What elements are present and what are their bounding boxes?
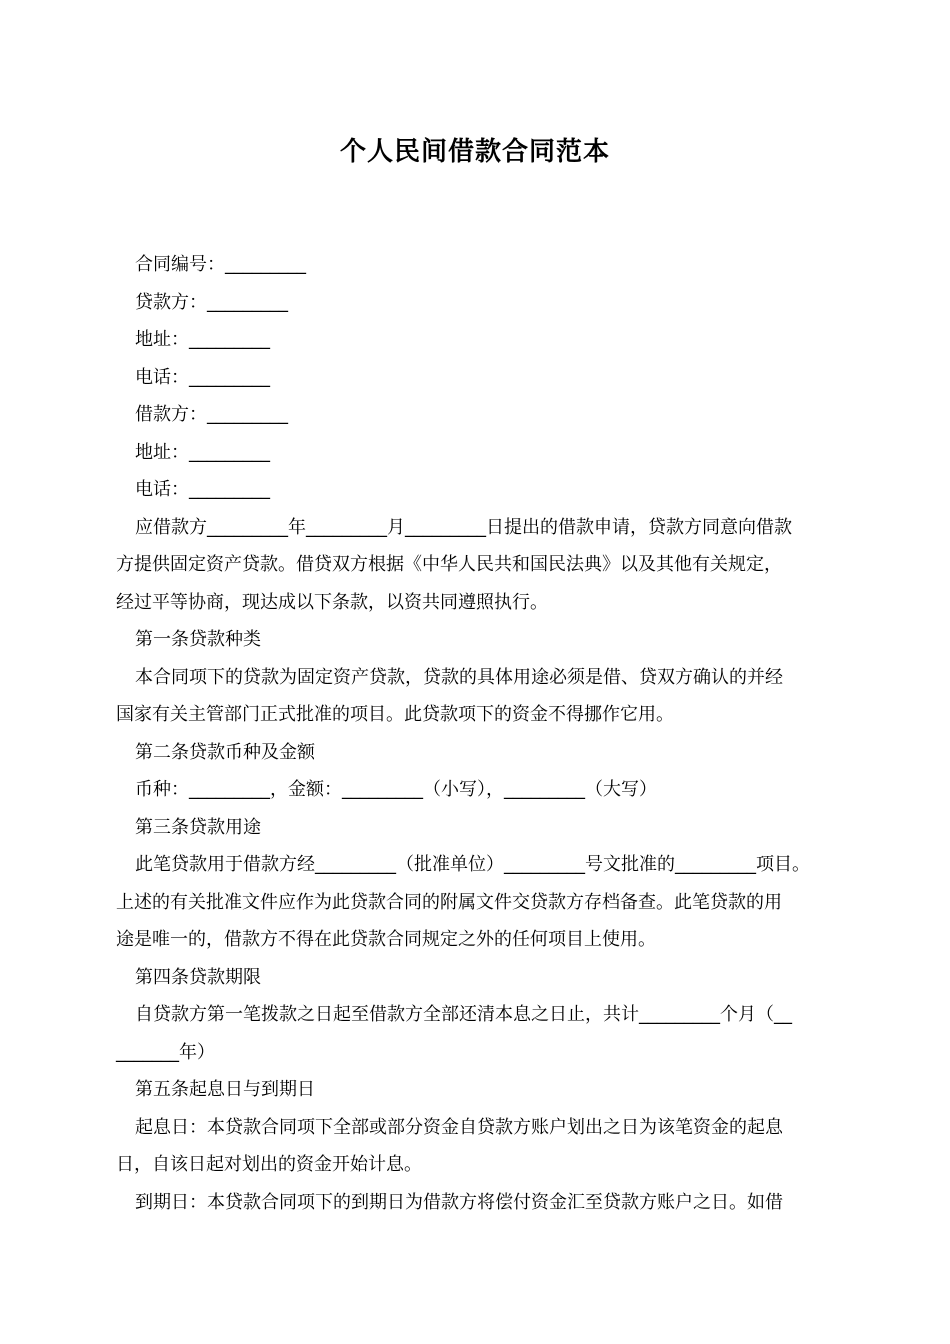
field-lender: 贷款方：_________ — [135, 291, 288, 313]
paragraph-line: 经过平等协商，现达成以下条款，以资共同遵照执行。 — [116, 591, 548, 613]
paragraph-line: _______年） — [116, 1041, 215, 1063]
paragraph-line: 上述的有关批准文件应作为此贷款合同的附属文件交贷款方存档备查。此笔贷款的用 — [116, 891, 782, 913]
document-title: 个人民间借款合同范本 — [339, 137, 610, 167]
paragraph-line: 日，自该日起对划出的资金开始计息。 — [116, 1154, 422, 1175]
paragraph-line: 币种：_________，金额：_________（小写），_________（大写） — [135, 779, 657, 800]
paragraph-line: 起息日：本贷款合同项下全部或部分资金自贷款方账户划出之日为该笔资金的起息 — [135, 1116, 783, 1138]
paragraph-line: 应借款方_________年_________月_________日提出的借款申请，贷款方同意向借款 — [135, 516, 792, 538]
field-lender-address: 地址：_________ — [135, 329, 270, 350]
section-heading: 第四条贷款期限 — [135, 966, 261, 988]
section-heading: 第一条贷款种类 — [135, 629, 261, 650]
paragraph-line: 途是唯一的，借款方不得在此贷款合同规定之外的任何项目上使用。 — [116, 929, 656, 950]
section-heading: 第三条贷款用途 — [135, 816, 261, 838]
field-lender-phone: 电话：_________ — [135, 366, 270, 388]
paragraph-line: 本合同项下的贷款为固定资产贷款，贷款的具体用途必须是借、贷双方确认的并经 — [135, 666, 783, 688]
field-borrower-address: 地址：_________ — [135, 441, 270, 463]
field-borrower-phone: 电话：_________ — [135, 479, 270, 500]
paragraph-line: 到期日：本贷款合同项下的到期日为借款方将偿付资金汇至贷款方账户之日。如借 — [135, 1191, 783, 1213]
section-heading: 第五条起息日与到期日 — [135, 1079, 315, 1100]
field-contract-number: 合同编号：_________ — [135, 254, 306, 275]
paragraph-line: 方提供固定资产贷款。借贷双方根据《中华人民共和国民法典》以及其他有关规定， — [116, 554, 782, 575]
field-borrower: 借款方：_________ — [135, 404, 288, 425]
section-heading: 第二条贷款币种及金额 — [135, 741, 315, 763]
document-body — [116, 246, 838, 1221]
paragraph-line: 此笔贷款用于借款方经_________（批准单位）_________号文批准的_________项目。 — [135, 854, 810, 875]
paragraph-line: 国家有关主管部门正式批准的项目。此贷款项下的资金不得挪作它用。 — [116, 704, 674, 725]
paragraph-line: 自贷款方第一笔拨款之日起至借款方全部还清本息之日止，共计_________个月（__ — [135, 1004, 792, 1025]
